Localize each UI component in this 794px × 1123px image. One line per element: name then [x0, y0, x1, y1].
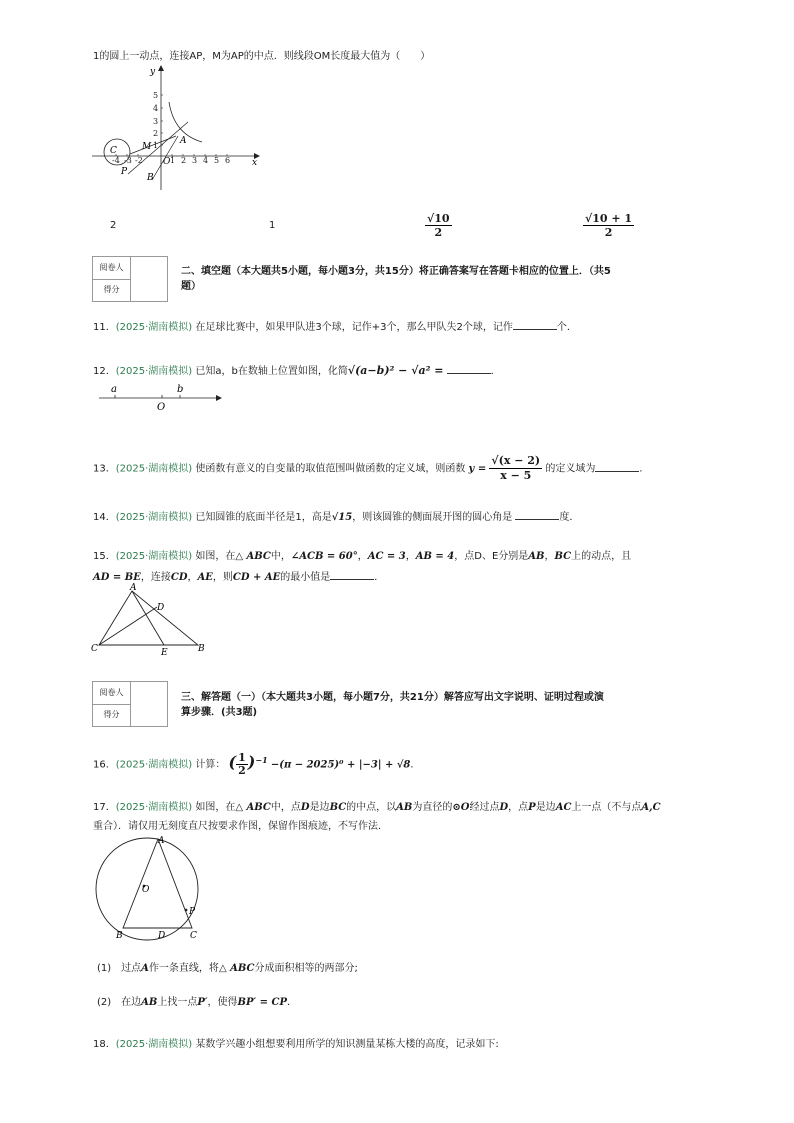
source-tag: (2025·湖南模拟) [115, 366, 193, 377]
source-tag: (2025·湖南模拟) [115, 512, 193, 523]
source-tag: (2025·湖南模拟) [115, 463, 193, 475]
question-17-line1: 17．(2025·湖南模拟) 如图，在△ ABC中，点D是边BC的中点，以AB为直径的⊙O经过点D，点P是边AC上一点（不与点A,C [93, 802, 661, 813]
option-a: 2 [110, 220, 117, 231]
question-16: 16．(2025·湖南模拟) 计算： ( $\frac{1}{2}$ )$^{-1}$ −(π − 2025)⁰ + |−3| + √8． [93, 750, 421, 777]
x-tick-label: 4 [203, 156, 209, 165]
point-label: C [91, 644, 98, 654]
question-17-part2: (2) 在边AB上找一点P′，使得BP′ = CP． [97, 997, 297, 1008]
answer-blank [513, 320, 557, 330]
option-d [583, 212, 634, 239]
answer-blank [515, 510, 559, 520]
y-axis-label: y [150, 67, 156, 77]
point-label: B [198, 644, 205, 654]
x-tick-label: -3 [124, 156, 132, 165]
expression: −(π − 2025)⁰ + |−3| + √8 [270, 759, 411, 771]
option-d-denominator: 2 [604, 226, 613, 239]
section2-title: 二、填空题（本大题共5小题，每小题3分，共15分）将正确答案写在答题卡相应的位置上．（共5 题） [181, 266, 611, 292]
point-label: A [158, 836, 165, 846]
score-label: 得分 [93, 704, 131, 726]
point-label: B [116, 931, 123, 941]
section2-score-box [92, 256, 168, 302]
score-label: 得分 [93, 279, 131, 301]
question-17-line2: 重合）．请仅用无刻度直尺按要求作图，保留作图痕迹，不写作法． [93, 821, 388, 832]
answer-blank [330, 570, 374, 580]
x-tick-label: 3 [192, 156, 198, 165]
point-label: C [190, 931, 197, 941]
source-tag: (2025·湖南模拟) [115, 802, 193, 813]
question-18: 18．(2025·湖南模拟) 某数学兴趣小组想要利用所学的知识测量某栋大楼的高度，记录如下: [93, 1039, 499, 1050]
question-17-part1: (1) 过点A作一条直线，将△ ABC分成面积相等的两部分; [97, 963, 358, 974]
question-11: 11．(2025·湖南模拟) 在足球比赛中，如果甲队进3个球，记作+3个，那么甲队失2个球，记作 个． [93, 322, 577, 333]
point-label: M [142, 142, 152, 152]
question-12: 12．(2025·湖南模拟) 已知a，b在数轴上位置如图，化简√(a−b)² − √a² = ． [93, 364, 501, 377]
origin-label: O [163, 157, 171, 167]
radical-expression: √(a−b)² − √a² = [347, 364, 444, 377]
point-label: b [177, 384, 184, 395]
scorer-label: 阅卷人 [93, 257, 131, 280]
y-tick-label: 2 [153, 129, 159, 138]
question-13: 13．(2025·湖南模拟) 使函数有意义的自变量的取值范围叫做函数的定义域，则函数 y = $\frac{√(x - 2)}{x - 5}$ 的定义域为 ． [93, 454, 650, 482]
x-tick-label: -4 [112, 156, 120, 165]
x-tick-label: 2 [181, 156, 187, 165]
q10-coordinate-graph [92, 62, 262, 194]
q10-stem: 1的圆上一动点，连接AP，M为AP的中点．则线段OM长度最大值为（ ） [93, 51, 431, 62]
y-tick-label: 1 [153, 141, 159, 150]
point-label: P [121, 167, 128, 177]
point-label: C [110, 146, 117, 156]
question-14: 14．(2025·湖南模拟) 已知圆锥的底面半径是1，高是√15，则该圆锥的侧面展开图的圆心角是 度． [93, 512, 580, 523]
section3-score-box [92, 681, 168, 727]
point-label: P [189, 907, 196, 917]
point-label: D [158, 931, 166, 941]
option-c [425, 212, 452, 239]
option-c-numerator: √10 [427, 212, 450, 225]
q17-circle-figure [92, 834, 206, 946]
y-axis-arrow [158, 65, 164, 71]
q12-number-line [95, 380, 225, 414]
q15-triangle-figure [90, 583, 210, 655]
x-tick-label: -2 [135, 156, 143, 165]
fraction-numerator: √(x − 2) [491, 454, 541, 467]
x-tick-label: 6 [225, 156, 231, 165]
point-label: A [180, 136, 187, 146]
source-tag: (2025·湖南模拟) [115, 322, 193, 333]
point-label: O [142, 885, 150, 895]
source-tag: (2025·湖南模拟) [115, 759, 193, 771]
answer-blank [595, 462, 639, 472]
point-label: D [157, 603, 165, 613]
source-tag: (2025·湖南模拟) [115, 1039, 193, 1050]
point-label: B [147, 173, 154, 183]
scorer-label: 阅卷人 [93, 682, 131, 705]
section3-title: 三、解答题（一）（本大题共3小题，每小题7分，共21分）解答应写出文字说明、证明过程或演 算步骤．(共3题) [181, 692, 604, 718]
y-tick-label: 3 [153, 117, 159, 126]
answer-blank [447, 364, 491, 374]
source-tag: (2025·湖南模拟) [115, 551, 193, 562]
fraction-denominator: x − 5 [500, 469, 532, 482]
y-tick-label: 4 [153, 104, 159, 113]
x-tick-label: 5 [214, 156, 220, 165]
point-label: a [111, 384, 117, 395]
y-tick-label: 5 [153, 91, 159, 100]
option-b: 1 [269, 220, 276, 231]
option-c-denominator: 2 [434, 226, 443, 239]
x-tick-label: 1 [170, 156, 176, 165]
question-15-line1: 15．(2025·湖南模拟) 如图，在△ ABC中，∠ACB = 60°，AC = 3，AB = 4，点D、E分别是AB，BC上的动点，且 [93, 551, 632, 562]
question-15-line2: AD = BE，连接CD，AE，则CD + AE的最小值是 ． [93, 572, 385, 583]
point-label: A [130, 583, 137, 593]
x-axis-label: x [252, 158, 258, 168]
point-label: E [161, 648, 168, 655]
point-label: O [157, 402, 166, 413]
option-d-numerator: √10 + 1 [585, 212, 633, 225]
